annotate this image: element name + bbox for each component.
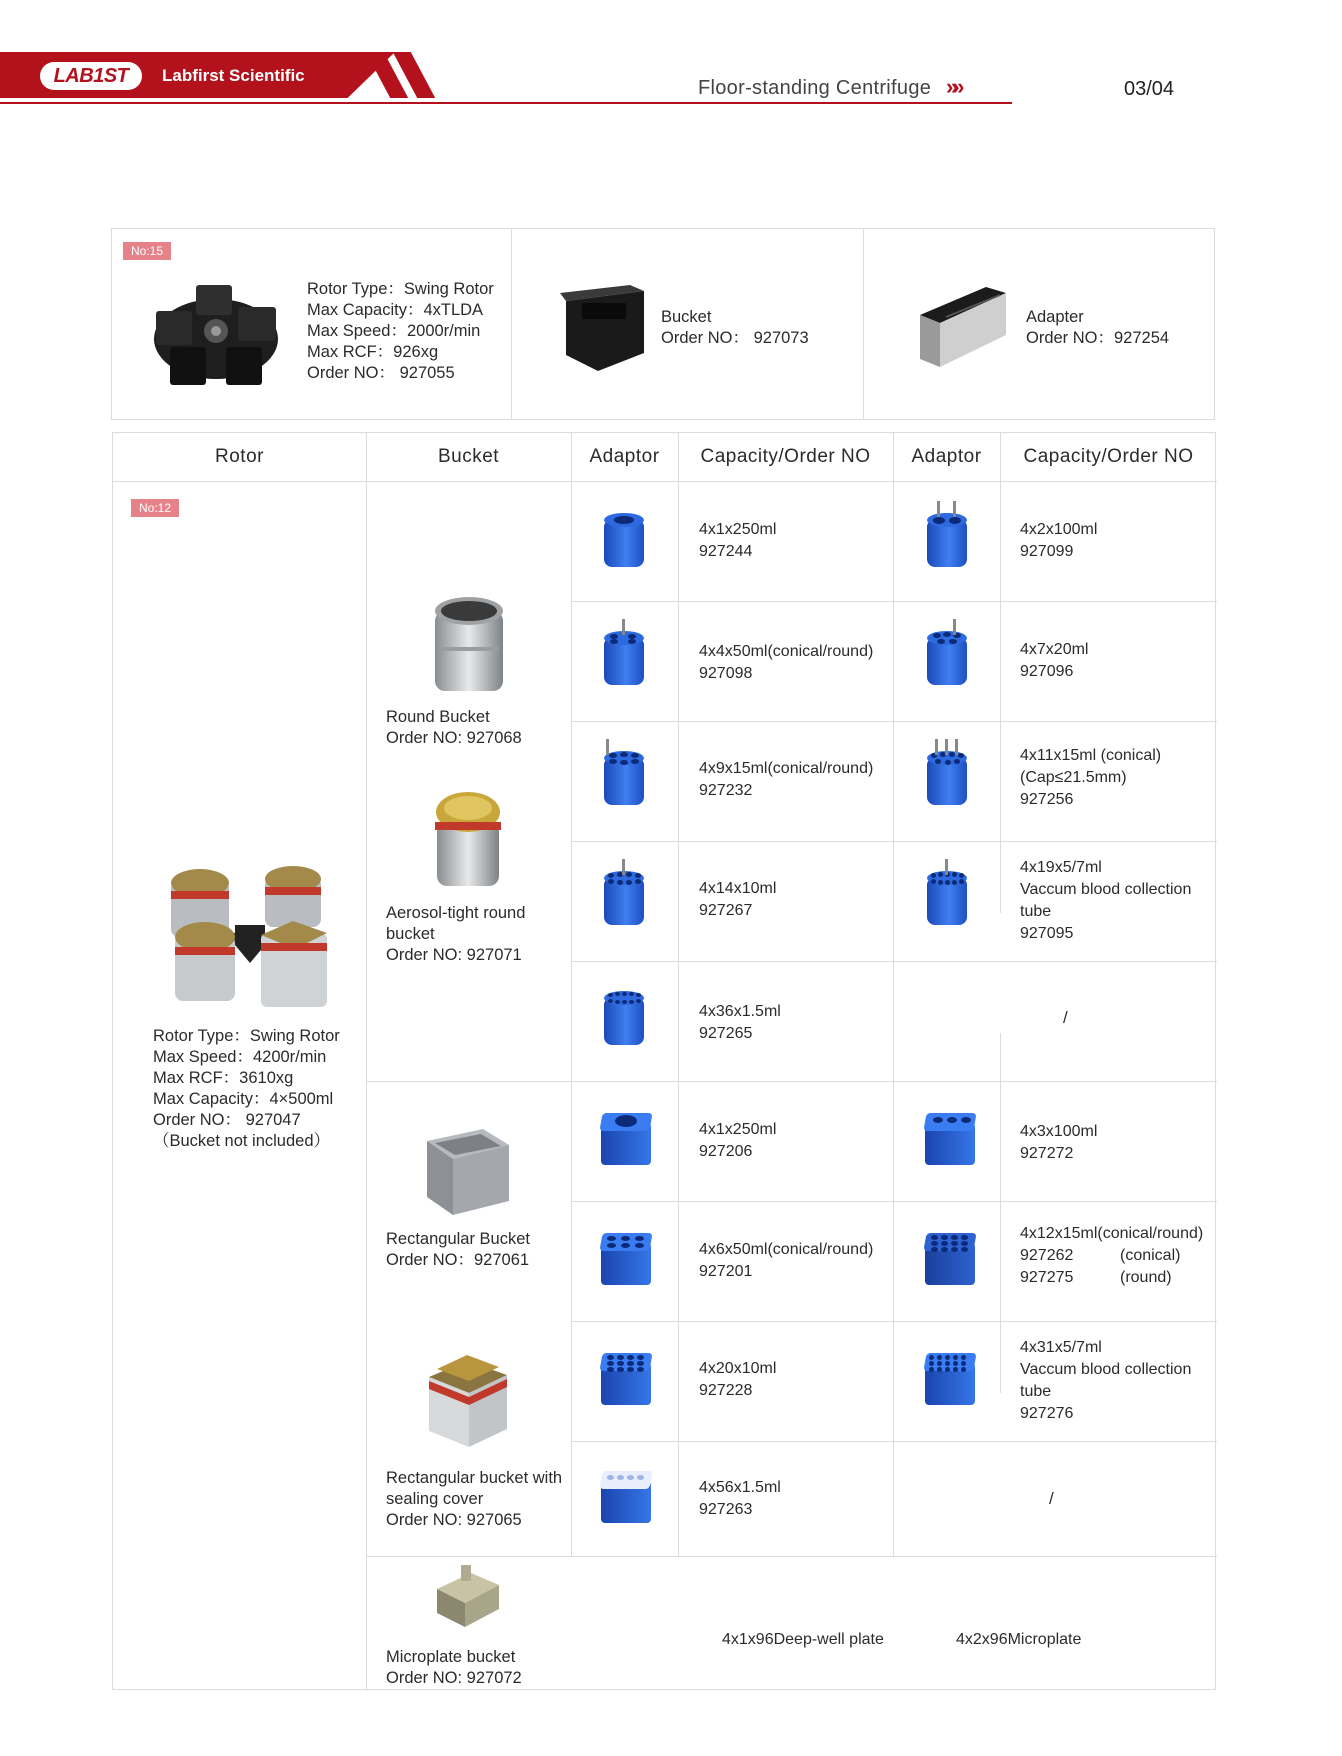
sealed-bucket-info — [386, 1468, 562, 1531]
microplate-bucket-info — [386, 1647, 522, 1689]
header-adaptor: Adaptor — [589, 446, 660, 467]
capacity-text: 4x11x15ml (conical) — [1020, 747, 1162, 764]
adaptor-50ml-image — [600, 629, 648, 687]
row-rule — [571, 1201, 1217, 1202]
capacity-cell — [699, 641, 873, 685]
order-note: (conical) — [1120, 1247, 1181, 1264]
aerosol-tight-bucket-image — [427, 788, 509, 890]
capacity-text: 4x1x250ml — [699, 1121, 777, 1138]
spec-order-no: Order NO： 927055 — [307, 364, 455, 382]
capacity-cell — [1020, 857, 1191, 945]
row-rule — [366, 1556, 1217, 1557]
capacity-text: (Cap≤21.5mm) — [1020, 769, 1127, 786]
capacity-text: Vaccum blood collection — [1020, 881, 1192, 898]
order-number: 927096 — [1020, 663, 1074, 680]
rect-adaptor-250ml-image — [595, 1109, 655, 1169]
rect-adaptor-10ml-image — [595, 1349, 655, 1409]
aerosol-bucket-info — [386, 903, 525, 966]
rectangular-bucket-info — [386, 1229, 530, 1271]
bucket-name: Rectangular Bucket — [386, 1230, 530, 1248]
bucket-name: Rectangular bucket with — [386, 1469, 563, 1487]
bucket-label: Bucket — [661, 308, 712, 326]
bucket-order-no: Order NO: 927072 — [386, 1669, 522, 1687]
bucket-info — [661, 307, 809, 349]
capacity-cell — [1020, 1223, 1203, 1289]
page-number: 03/04 — [1124, 78, 1175, 100]
capacity-cell — [699, 1358, 776, 1402]
divider — [511, 229, 512, 419]
header-adaptor: Adaptor — [911, 446, 982, 467]
header-rule — [0, 102, 1012, 104]
order-number: 927232 — [699, 782, 753, 799]
capacity-text: tube — [1020, 903, 1052, 920]
spec-rotor-type: Rotor Type：Swing Rotor — [307, 280, 494, 298]
capacity-text: 4x3x100ml — [1020, 1123, 1098, 1140]
order-number: 927201 — [699, 1263, 753, 1280]
capacity-cell — [699, 758, 873, 802]
order-number: 927256 — [1020, 791, 1074, 808]
bucket-order-no: Order NO: 927071 — [386, 946, 522, 964]
spec-order-no: Order NO： 927047 — [153, 1111, 301, 1129]
order-number: 927244 — [699, 543, 753, 560]
bucket-name: Round Bucket — [386, 708, 490, 726]
company-name: Labfirst Scientific — [162, 66, 305, 85]
adaptor-5-7ml-image — [923, 869, 971, 927]
model-badge: No:12 — [131, 499, 179, 517]
rect-adaptor-5-7ml-image — [919, 1349, 979, 1409]
capacity-text: 4x12x15ml(conical/round) — [1020, 1225, 1204, 1242]
adapter-label: Adapter — [1026, 308, 1084, 326]
bucket-name: bucket — [386, 925, 435, 943]
rotor-no12-table — [112, 432, 1216, 1690]
order-number: 927265 — [699, 1025, 753, 1042]
order-number: 927228 — [699, 1382, 753, 1399]
column-divider — [366, 433, 367, 1691]
order-row — [1020, 1267, 1203, 1289]
column-divider — [1000, 1033, 1001, 1393]
spec-max-capacity: Max Capacity：4×500ml — [153, 1090, 334, 1108]
microplate-bucket-image — [431, 1563, 503, 1631]
row-rule — [571, 1441, 1217, 1442]
row-rule — [571, 961, 1217, 962]
rotor-specs — [307, 279, 494, 384]
rect-adaptor-1-5ml-image — [595, 1467, 655, 1527]
spec-max-rcf: Max RCF：3610xg — [153, 1069, 294, 1087]
empty-cell: / — [1049, 1489, 1054, 1508]
spec-max-speed: Max Speed：4200r/min — [153, 1048, 327, 1066]
logo-text: LAB1ST — [53, 64, 129, 87]
rotor-specs — [153, 1026, 340, 1152]
rotor-no15-panel — [111, 228, 1215, 420]
spec-max-speed: Max Speed：2000r/min — [307, 322, 481, 340]
round-bucket-image — [425, 595, 513, 697]
capacity-cell — [699, 1119, 776, 1163]
capacity-cell — [699, 1477, 781, 1521]
header-rule — [113, 481, 1217, 482]
bucket-name: sealing cover — [386, 1490, 484, 1508]
header-rotor: Rotor — [215, 446, 264, 467]
bucket-name: Aerosol-tight round — [386, 904, 526, 922]
capacity-text: tube — [1020, 1383, 1052, 1400]
company-logo — [40, 62, 142, 90]
order-number: 927095 — [1020, 925, 1074, 942]
deep-well-plate-capacity: 4x1x96Deep-well plate — [722, 1631, 884, 1648]
capacity-cell — [699, 1239, 873, 1283]
order-number: 927206 — [699, 1143, 753, 1160]
capacity-text: 4x14x10ml — [699, 880, 777, 897]
chevron-right-icon: »» — [946, 74, 959, 99]
swing-rotor-image — [150, 281, 282, 391]
rectangular-bucket-image — [423, 1125, 513, 1219]
capacity-cell — [1020, 1121, 1097, 1165]
adaptor-10ml-image — [600, 869, 648, 927]
row-rule — [571, 841, 1217, 842]
rect-adaptor-15ml-image — [919, 1229, 979, 1289]
spec-max-capacity: Max Capacity：4xTLDA — [307, 301, 484, 319]
adaptor-1-5ml-image — [600, 989, 648, 1047]
order-number: 927275 — [1020, 1269, 1074, 1286]
header-capacity: Capacity/Order NO — [700, 446, 871, 467]
capacity-cell — [699, 878, 776, 922]
capacity-text: 4x1x250ml — [699, 521, 777, 538]
spec-rotor-type: Rotor Type：Swing Rotor — [153, 1027, 340, 1045]
bucket-order-no: Order NO: 927065 — [386, 1511, 522, 1529]
capacity-text: 4x2x100ml — [1020, 521, 1098, 538]
order-note: (round) — [1120, 1269, 1172, 1286]
swing-rotor-with-buckets-image — [165, 863, 335, 1013]
row-rule — [571, 1321, 1217, 1322]
bucket-name: Microplate bucket — [386, 1648, 516, 1666]
order-number: 927098 — [699, 665, 753, 682]
adapter-info — [1026, 307, 1169, 349]
bucket-order-no: Order NO： 927073 — [661, 329, 809, 347]
order-number: 927262 — [1020, 1247, 1074, 1264]
header-capacity: Capacity/Order NO — [1023, 446, 1194, 467]
adaptor-100ml-image — [923, 511, 971, 569]
row-rule — [571, 601, 1217, 602]
rect-adaptor-100ml-image — [919, 1109, 979, 1169]
capacity-cell — [699, 519, 776, 563]
rect-adaptor-50ml-image — [595, 1229, 655, 1289]
row-rule — [366, 1081, 1217, 1082]
sealed-rectangular-bucket-image — [423, 1347, 513, 1449]
order-number: 927099 — [1020, 543, 1074, 560]
bucket-order-no: Order NO：927061 — [386, 1251, 530, 1269]
divider — [863, 229, 864, 419]
order-number: 927276 — [1020, 1405, 1074, 1422]
capacity-cell — [1020, 519, 1097, 563]
empty-cell: / — [1063, 1008, 1068, 1027]
capacity-text: 4x20x10ml — [699, 1360, 777, 1377]
order-number: 927272 — [1020, 1145, 1074, 1162]
order-row — [1020, 1245, 1203, 1267]
adapter-order-no: Order NO：927254 — [1026, 329, 1170, 347]
capacity-text: 4x6x50ml(conical/round) — [699, 1241, 874, 1258]
order-number: 927263 — [699, 1501, 753, 1518]
document-title: Floor-standing Centrifuge — [698, 77, 932, 99]
capacity-text: 4x7x20ml — [1020, 641, 1089, 658]
microplate-capacity: 4x2x96Microplate — [956, 1631, 1082, 1648]
capacity-text: 4x36x1.5ml — [699, 1003, 781, 1020]
metal-adapter-image — [916, 283, 1008, 369]
capacity-text: 4x31x5/7ml — [1020, 1339, 1102, 1356]
spec-max-rcf: Max RCF：926xg — [307, 343, 439, 361]
adaptor-15ml-conical-image — [923, 749, 971, 807]
adaptor-15ml-image — [600, 749, 648, 807]
capacity-cell — [699, 1001, 781, 1045]
header-bucket: Bucket — [437, 446, 500, 467]
round-bucket-info — [386, 707, 522, 749]
order-number: 927267 — [699, 902, 753, 919]
row-rule — [571, 721, 1217, 722]
spec-note: （Bucket not included） — [153, 1132, 331, 1150]
capacity-text: 4x19x5/7ml — [1020, 859, 1102, 876]
capacity-cell — [1020, 639, 1088, 683]
capacity-text: 4x56x1.5ml — [699, 1479, 781, 1496]
adaptor-250ml-image — [600, 511, 648, 569]
capacity-cell — [1020, 1337, 1191, 1425]
capacity-text: Vaccum blood collection — [1020, 1361, 1192, 1378]
capacity-cell — [1020, 745, 1161, 811]
adaptor-20ml-image — [923, 629, 971, 687]
capacity-text: 4x4x50ml(conical/round) — [699, 643, 874, 660]
black-bucket-image — [560, 283, 650, 375]
capacity-text: 4x9x15ml(conical/round) — [699, 760, 874, 777]
bucket-order-no: Order NO: 927068 — [386, 729, 522, 747]
model-badge: No:15 — [123, 242, 171, 260]
